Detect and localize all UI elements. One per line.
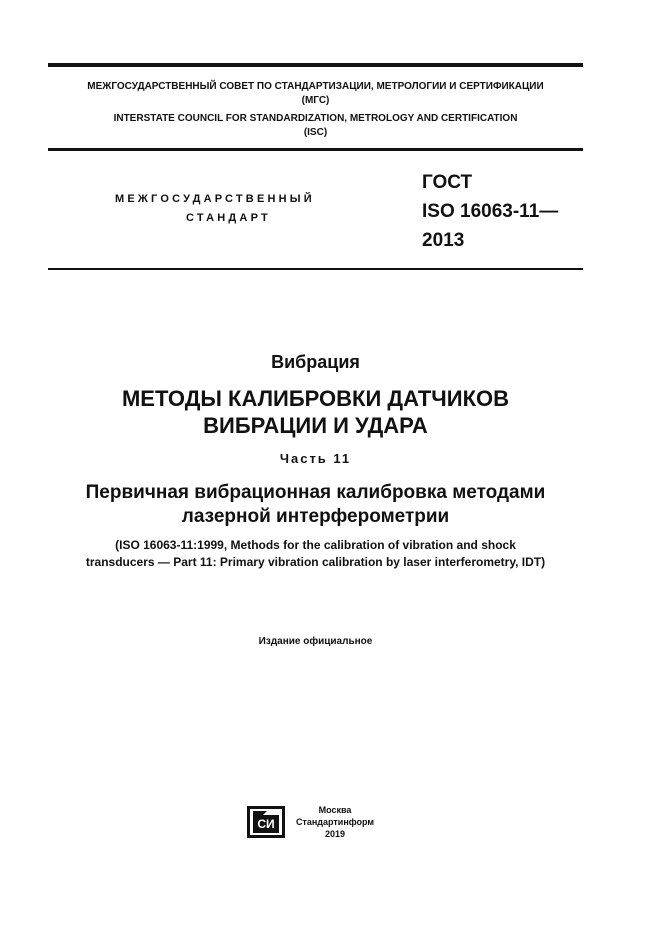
council-rule <box>48 148 583 151</box>
council-ru-name: МЕЖГОСУДАРСТВЕННЫЙ СОВЕТ ПО СТАНДАРТИЗАЦИИ, МЕТРОЛОГИИ И СЕРТИФИКАЦИИ <box>87 81 544 92</box>
title-main-line2: ВИБРАЦИИ И УДАРА <box>203 413 428 438</box>
title-sub-line2: лазерной интерферометрии <box>181 506 450 527</box>
title-sub-line1: Первичная вибрационная калибровка методами <box>85 482 546 503</box>
svg-text:СИ: СИ <box>257 817 275 831</box>
gost-year: 2013 <box>422 230 465 251</box>
iso-reference-line1: (ISO 16063-11:1999, Methods for the calibration of vibration and shock <box>115 538 516 552</box>
council-ru-abbr: (МГС) <box>301 95 330 106</box>
council-en-name: INTERSTATE COUNCIL FOR STANDARDIZATION, METROLOGY AND CERTIFICATION <box>113 113 518 124</box>
council-en-abbr: (ISC) <box>303 127 328 138</box>
top-rule <box>48 63 583 67</box>
imprint-city: Москва <box>318 805 352 815</box>
title-main-line1: МЕТОДЫ КАЛИБРОВКИ ДАТЧИКОВ <box>121 386 510 411</box>
iso-reference-line2: transducers — Part 11: Primary vibration calibration by laser interferometry, IDT) <box>85 555 546 569</box>
gost-number: ISO 16063-11— <box>422 201 559 222</box>
edition-label: Издание официальное <box>258 636 373 647</box>
standartinform-logo-icon <box>247 806 285 838</box>
title-subject: Вибрация <box>271 352 360 372</box>
title-part: Часть 11 <box>279 451 352 466</box>
standard-type-line1: МЕЖГОСУДАРСТВЕННЫЙ <box>115 193 315 205</box>
imprint-publisher: Стандартинформ <box>295 817 375 827</box>
imprint-year: 2019 <box>324 829 346 839</box>
standard-type-line2: СТАНДАРТ <box>186 212 271 224</box>
header-bottom-rule <box>48 268 583 270</box>
gost-prefix: ГОСТ <box>422 172 473 193</box>
